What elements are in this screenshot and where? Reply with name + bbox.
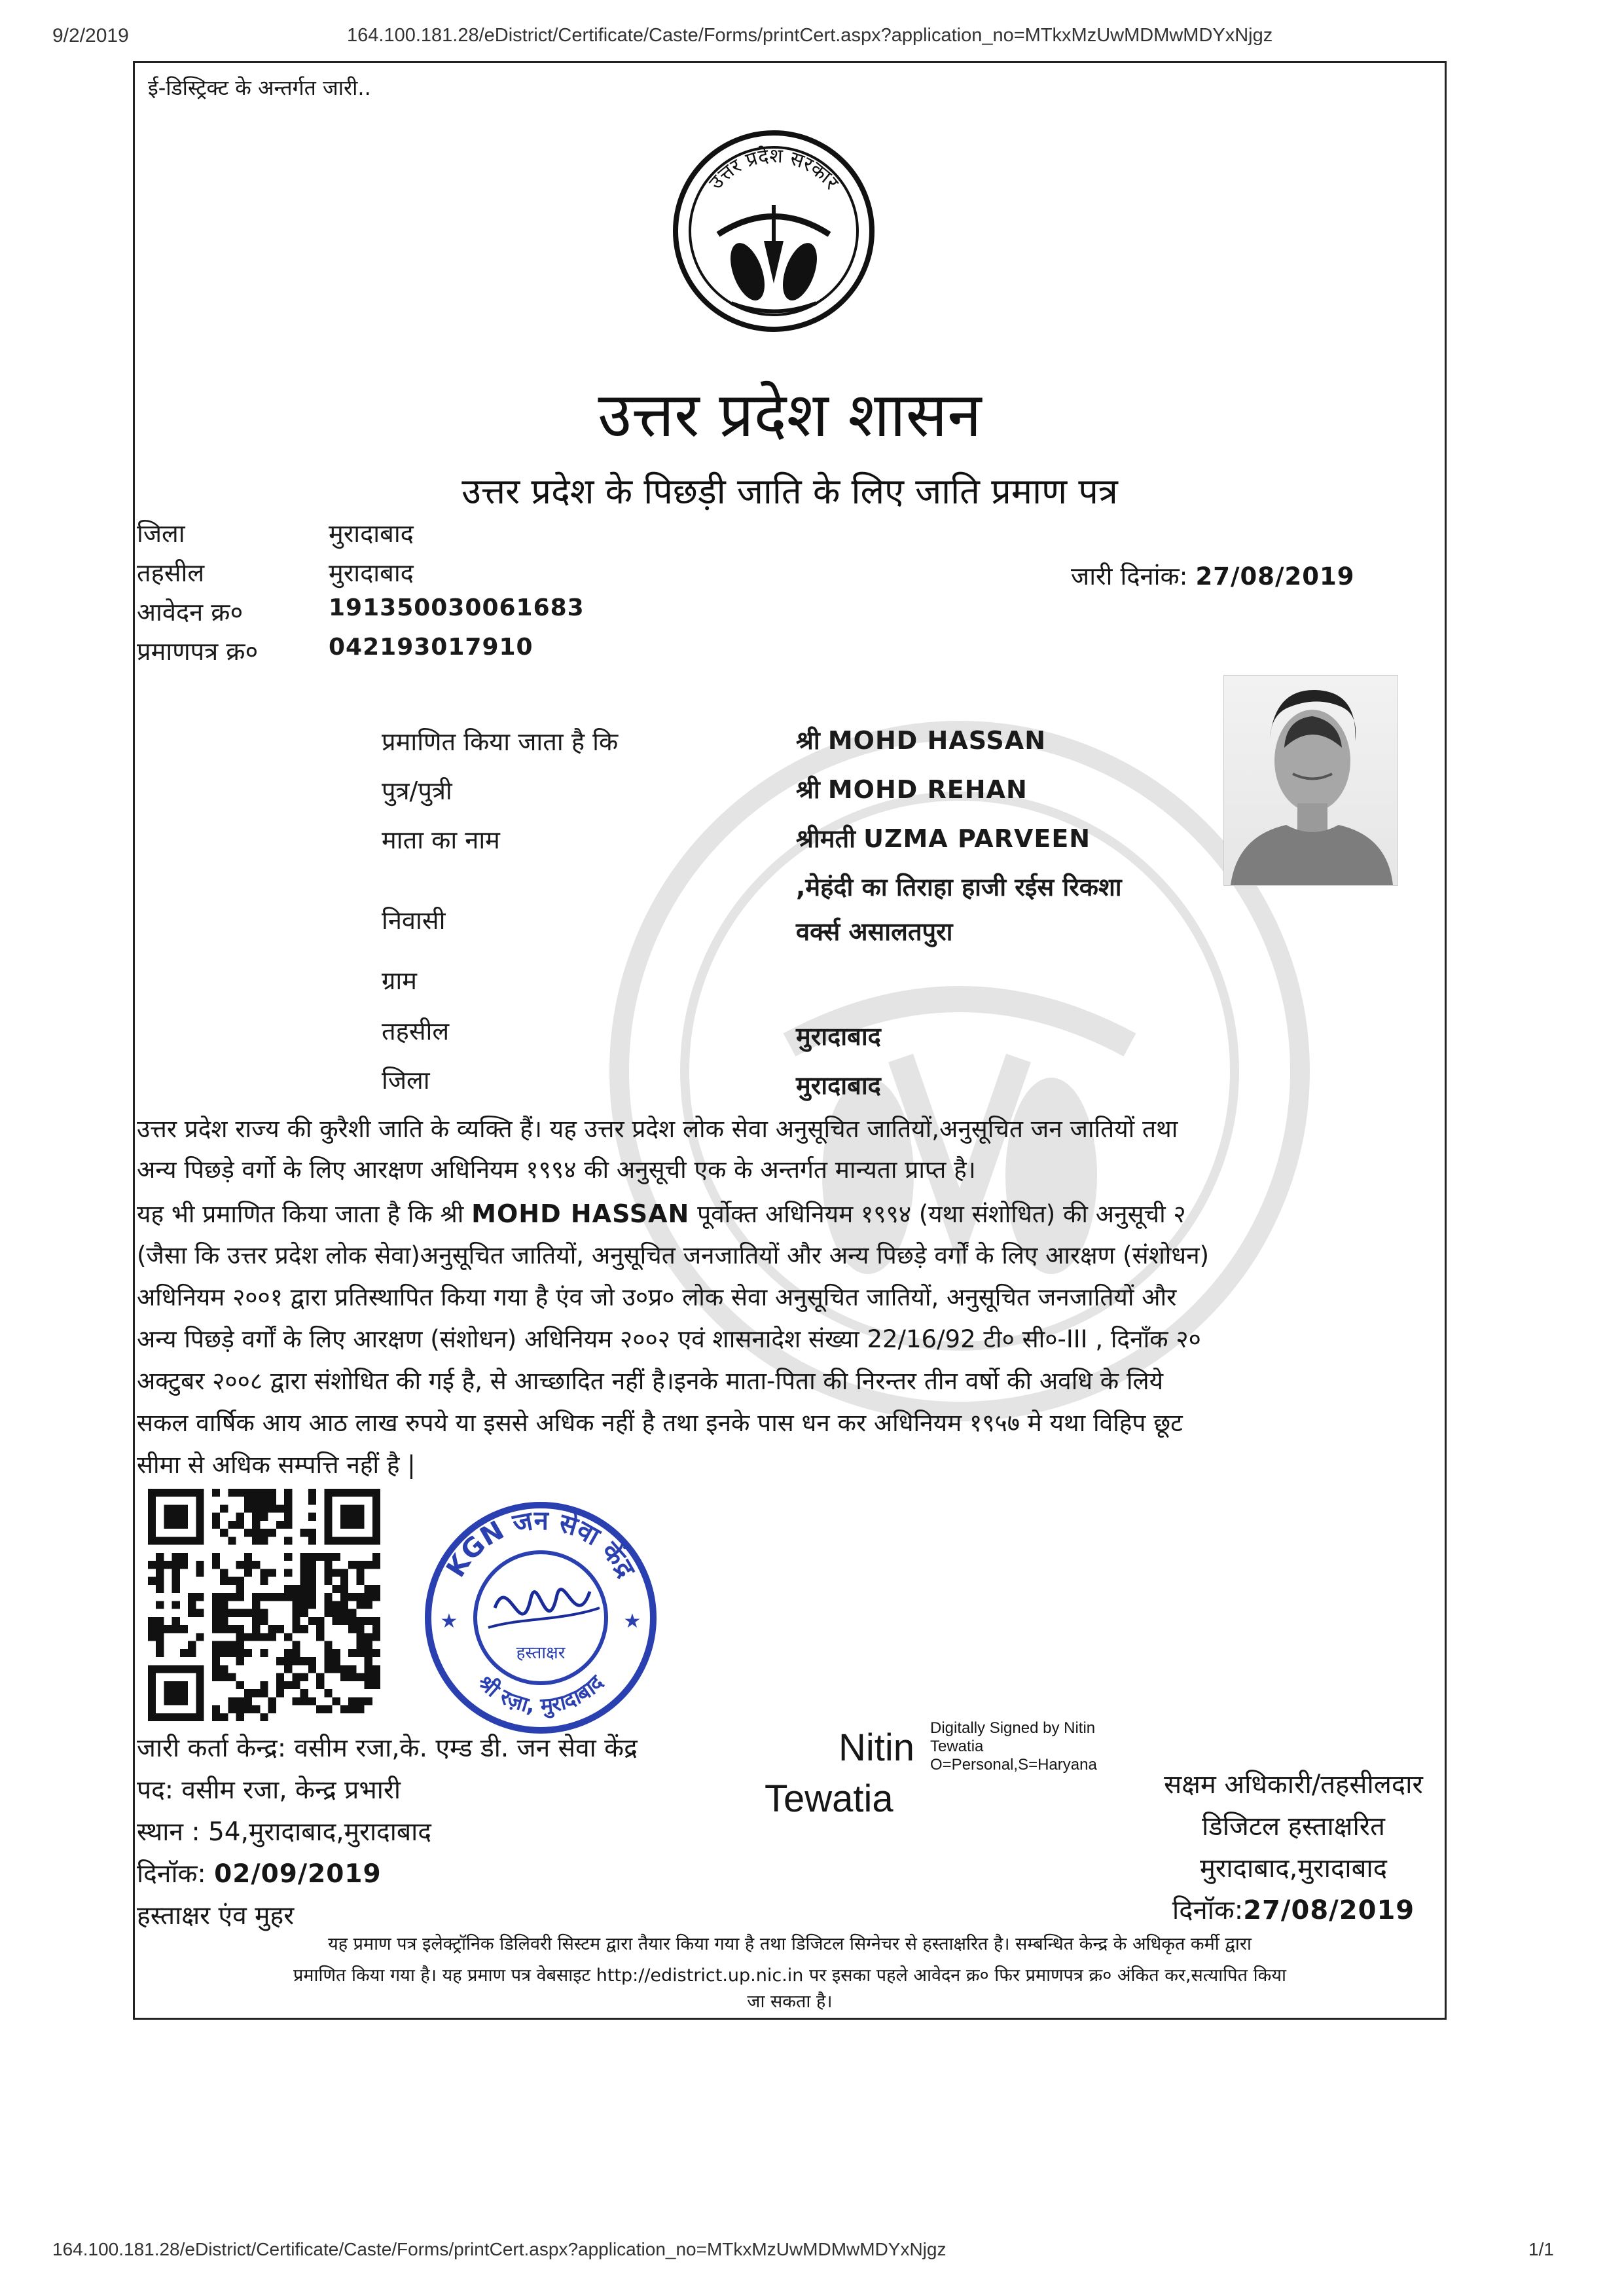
issuer-date: दिनॉक: 02/09/2019 xyxy=(137,1859,382,1889)
stamp-top-text: KGN जन सेवा केंद्र xyxy=(441,1505,641,1583)
label-mother-name: माता का नाम xyxy=(382,826,500,854)
print-date: 9/2/2019 xyxy=(52,25,129,46)
para2-line-6: सकल वार्षिक आय आठ लाख रुपये या इससे अधिक नहीं है तथा इनके पास धन कर अधिनियम १९५७ मे यथा विहिप छूट xyxy=(137,1409,1183,1437)
edistrict-note: ई-डिस्ट्रिक्ट के अन्तर्गत जारी.. xyxy=(148,75,371,100)
meta-value-tehsil: मुरादाबाद xyxy=(329,558,414,587)
tehsil-value: मुरादाबाद xyxy=(796,1022,881,1051)
digital-sign-name-1: Nitin xyxy=(839,1726,915,1769)
label-village: ग्राम xyxy=(382,966,417,995)
address-line-2: वर्क्स असालतपुरा xyxy=(796,917,953,946)
certificate-frame xyxy=(133,61,1447,2020)
para2-line-4: अन्य पिछड़े वर्गों के लिए आरक्षण (संशोधन) अधिनियम २००२ एवं शासनादेश संख्या 22/16/92 टी० सी०-III , दिनाँक २० xyxy=(137,1325,1201,1353)
meta-label-certificate-no: प्रमाणपत्र क्र० xyxy=(137,637,259,666)
label-tehsil: तहसील xyxy=(382,1017,450,1046)
para2-line-7: सीमा से अधिक सम्पत्ति नहीं है | xyxy=(137,1451,416,1479)
footer-note-line-3: जा सकता है। xyxy=(747,1992,833,2012)
officer-date: दिनॉक:27/08/2019 xyxy=(1172,1895,1415,1925)
footer-note-line-1: यह प्रमाण पत्र इलेक्ट्रॉनिक डिलिवरी सिस्टम द्वारा तैयार किया गया है तथा डिजिटल सिग्नेचर से हस्ताक्षरित है। सम्बन्धित केन्द्र के अधिकृत कर्मी द्वारा xyxy=(328,1934,1252,1954)
officer-digital-signed: डिजिटल हस्ताक्षरित xyxy=(1202,1812,1385,1842)
label-certified-that: प्रमाणित किया जाता है कि xyxy=(382,727,619,756)
para2-line-2: (जैसा कि उत्तर प्रदेश लोक सेवा)अनुसूचित जातियों, अनुसूचित जनजातियों और अन्य पिछड़े वर्गों के लिए आरक्षण (संशोधन) xyxy=(137,1241,1210,1269)
print-page-number: 1/1 xyxy=(1528,2239,1554,2259)
issue-date-label: जारी दिनांक: xyxy=(1071,562,1188,591)
address-line-1: ,मेहंदी का तिराहा हाजी रईस रिकशा xyxy=(796,873,1122,902)
mother-name: श्रीमती UZMA PARVEEN xyxy=(796,824,1091,853)
issuer-place: स्थान : 54,मुरादाबाद,मुरादाबाद xyxy=(137,1817,431,1847)
certificate-subtitle: उत्तर प्रदेश के पिछड़ी जाति के लिए जाति प्रमाण पत्र xyxy=(461,471,1118,512)
meta-label-district: जिला xyxy=(137,519,185,548)
para1-line-1: उत्तर प्रदेश राज्य की कुरैशी जाति के व्यक्ति हैं। यह उत्तर प्रदेश लोक सेवा अनुसूचित जातियों,अनुसूचित जन जातियों तथा xyxy=(137,1115,1178,1143)
label-resident: निवासी xyxy=(382,906,446,935)
applicant-photo xyxy=(1223,675,1398,886)
meta-label-tehsil: तहसील xyxy=(137,558,205,587)
para2-line-3: अधिनियम २००१ द्वारा प्रतिस्थापित किया गया है एंव जो उ०प्र० लोक सेवा अनुसूचित जातियों, अनुसूचित जनजातियों और xyxy=(137,1283,1177,1311)
issue-date xyxy=(1071,558,1355,592)
officer-location: मुरादाबाद,मुरादाबाद xyxy=(1199,1853,1388,1884)
svg-text:★: ★ xyxy=(440,1610,458,1633)
para1-line-2: अन्य पिछड़े वर्गो के लिए आरक्षण अधिनियम १९९४ की अनुसूची एक के अन्तर्गत मान्यता प्राप्त है। xyxy=(137,1156,976,1184)
meta-label-application-no: आवेदन क्र० xyxy=(137,598,244,627)
meta-value-district: मुरादाबाद xyxy=(329,519,414,548)
page-title: उत्तर प्रदेश शासन xyxy=(598,380,982,451)
issuer-post: पद: वसीम रजा, केन्द्र प्रभारी xyxy=(137,1776,401,1805)
signature-and-seal-label: हस्ताक्षर एंव मुहर xyxy=(137,1901,295,1931)
digital-sign-name-2: Tewatia xyxy=(765,1777,893,1820)
digital-sign-details: Digitally Signed by Nitin Tewatia O=Personal,S=Haryana xyxy=(930,1719,1097,1774)
stamp-seal-icon xyxy=(416,1493,665,1742)
label-son-daughter: पुत्र/पुत्री xyxy=(382,776,452,805)
officer-designation: सक्षम अधिकारी/तहसीलदार xyxy=(1164,1770,1423,1800)
father-name: श्री MOHD REHAN xyxy=(796,775,1028,804)
print-url-header: 164.100.181.28/eDistrict/Certificate/Caste/Forms/printCert.aspx?application_no=MTkxMzUwMDMwMDYxNjgz xyxy=(347,25,1273,46)
applicant-name: श्री MOHD HASSAN xyxy=(796,726,1046,755)
stamp-bottom-text: श्री रज़ा, मुरादाबाद xyxy=(473,1669,609,1719)
footer-note-line-2: प्रमाणित किया गया है। यह प्रमाण पत्र वेबसाइट http://edistrict.up.nic.in पर इसका पहले आवेदन क्र० फिर प्रमाणपत्र क्र० अंकित कर,सत्यापित किया xyxy=(293,1965,1286,1986)
para2-line-5: अक्टुबर २००८ द्वारा संशोधित की गई है, से आच्छादित नहीं है।इनके माता-पिता की निरन्तर तीन वर्षो की अवधि के लिये xyxy=(137,1367,1164,1395)
up-govt-emblem-icon xyxy=(669,126,878,336)
para2-line-1: यह भी प्रमाणित किया जाता है कि श्री MOHD HASSAN पूर्वोक्त अधिनियम १९९४ (यथा संशोधित) की अनुसूची २ xyxy=(137,1199,1186,1228)
district-value: मुरादाबाद xyxy=(796,1071,881,1100)
application-number: 191350030061683 xyxy=(329,594,585,621)
certificate-number: 042193017910 xyxy=(329,634,533,661)
label-district: जिला xyxy=(382,1066,430,1095)
stamp-center-text: हस्ताक्षर xyxy=(516,1643,566,1663)
issue-date-value: 27/08/2019 xyxy=(1195,562,1355,591)
emblem-text: उत्तर प्रदेश सरकार xyxy=(704,144,843,194)
applicant-portrait-icon xyxy=(1224,676,1398,885)
print-url-footer: 164.100.181.28/eDistrict/Certificate/Caste/Forms/printCert.aspx?application_no=MTkxMzUwMDMwMDYxNjgz xyxy=(52,2239,947,2259)
svg-text:★: ★ xyxy=(623,1610,641,1633)
qr-code-icon xyxy=(148,1489,380,1721)
issuing-center: जारी कर्ता केन्द्र: वसीम रजा,के. एम्ड डी. जन सेवा केंद्र xyxy=(137,1734,638,1763)
